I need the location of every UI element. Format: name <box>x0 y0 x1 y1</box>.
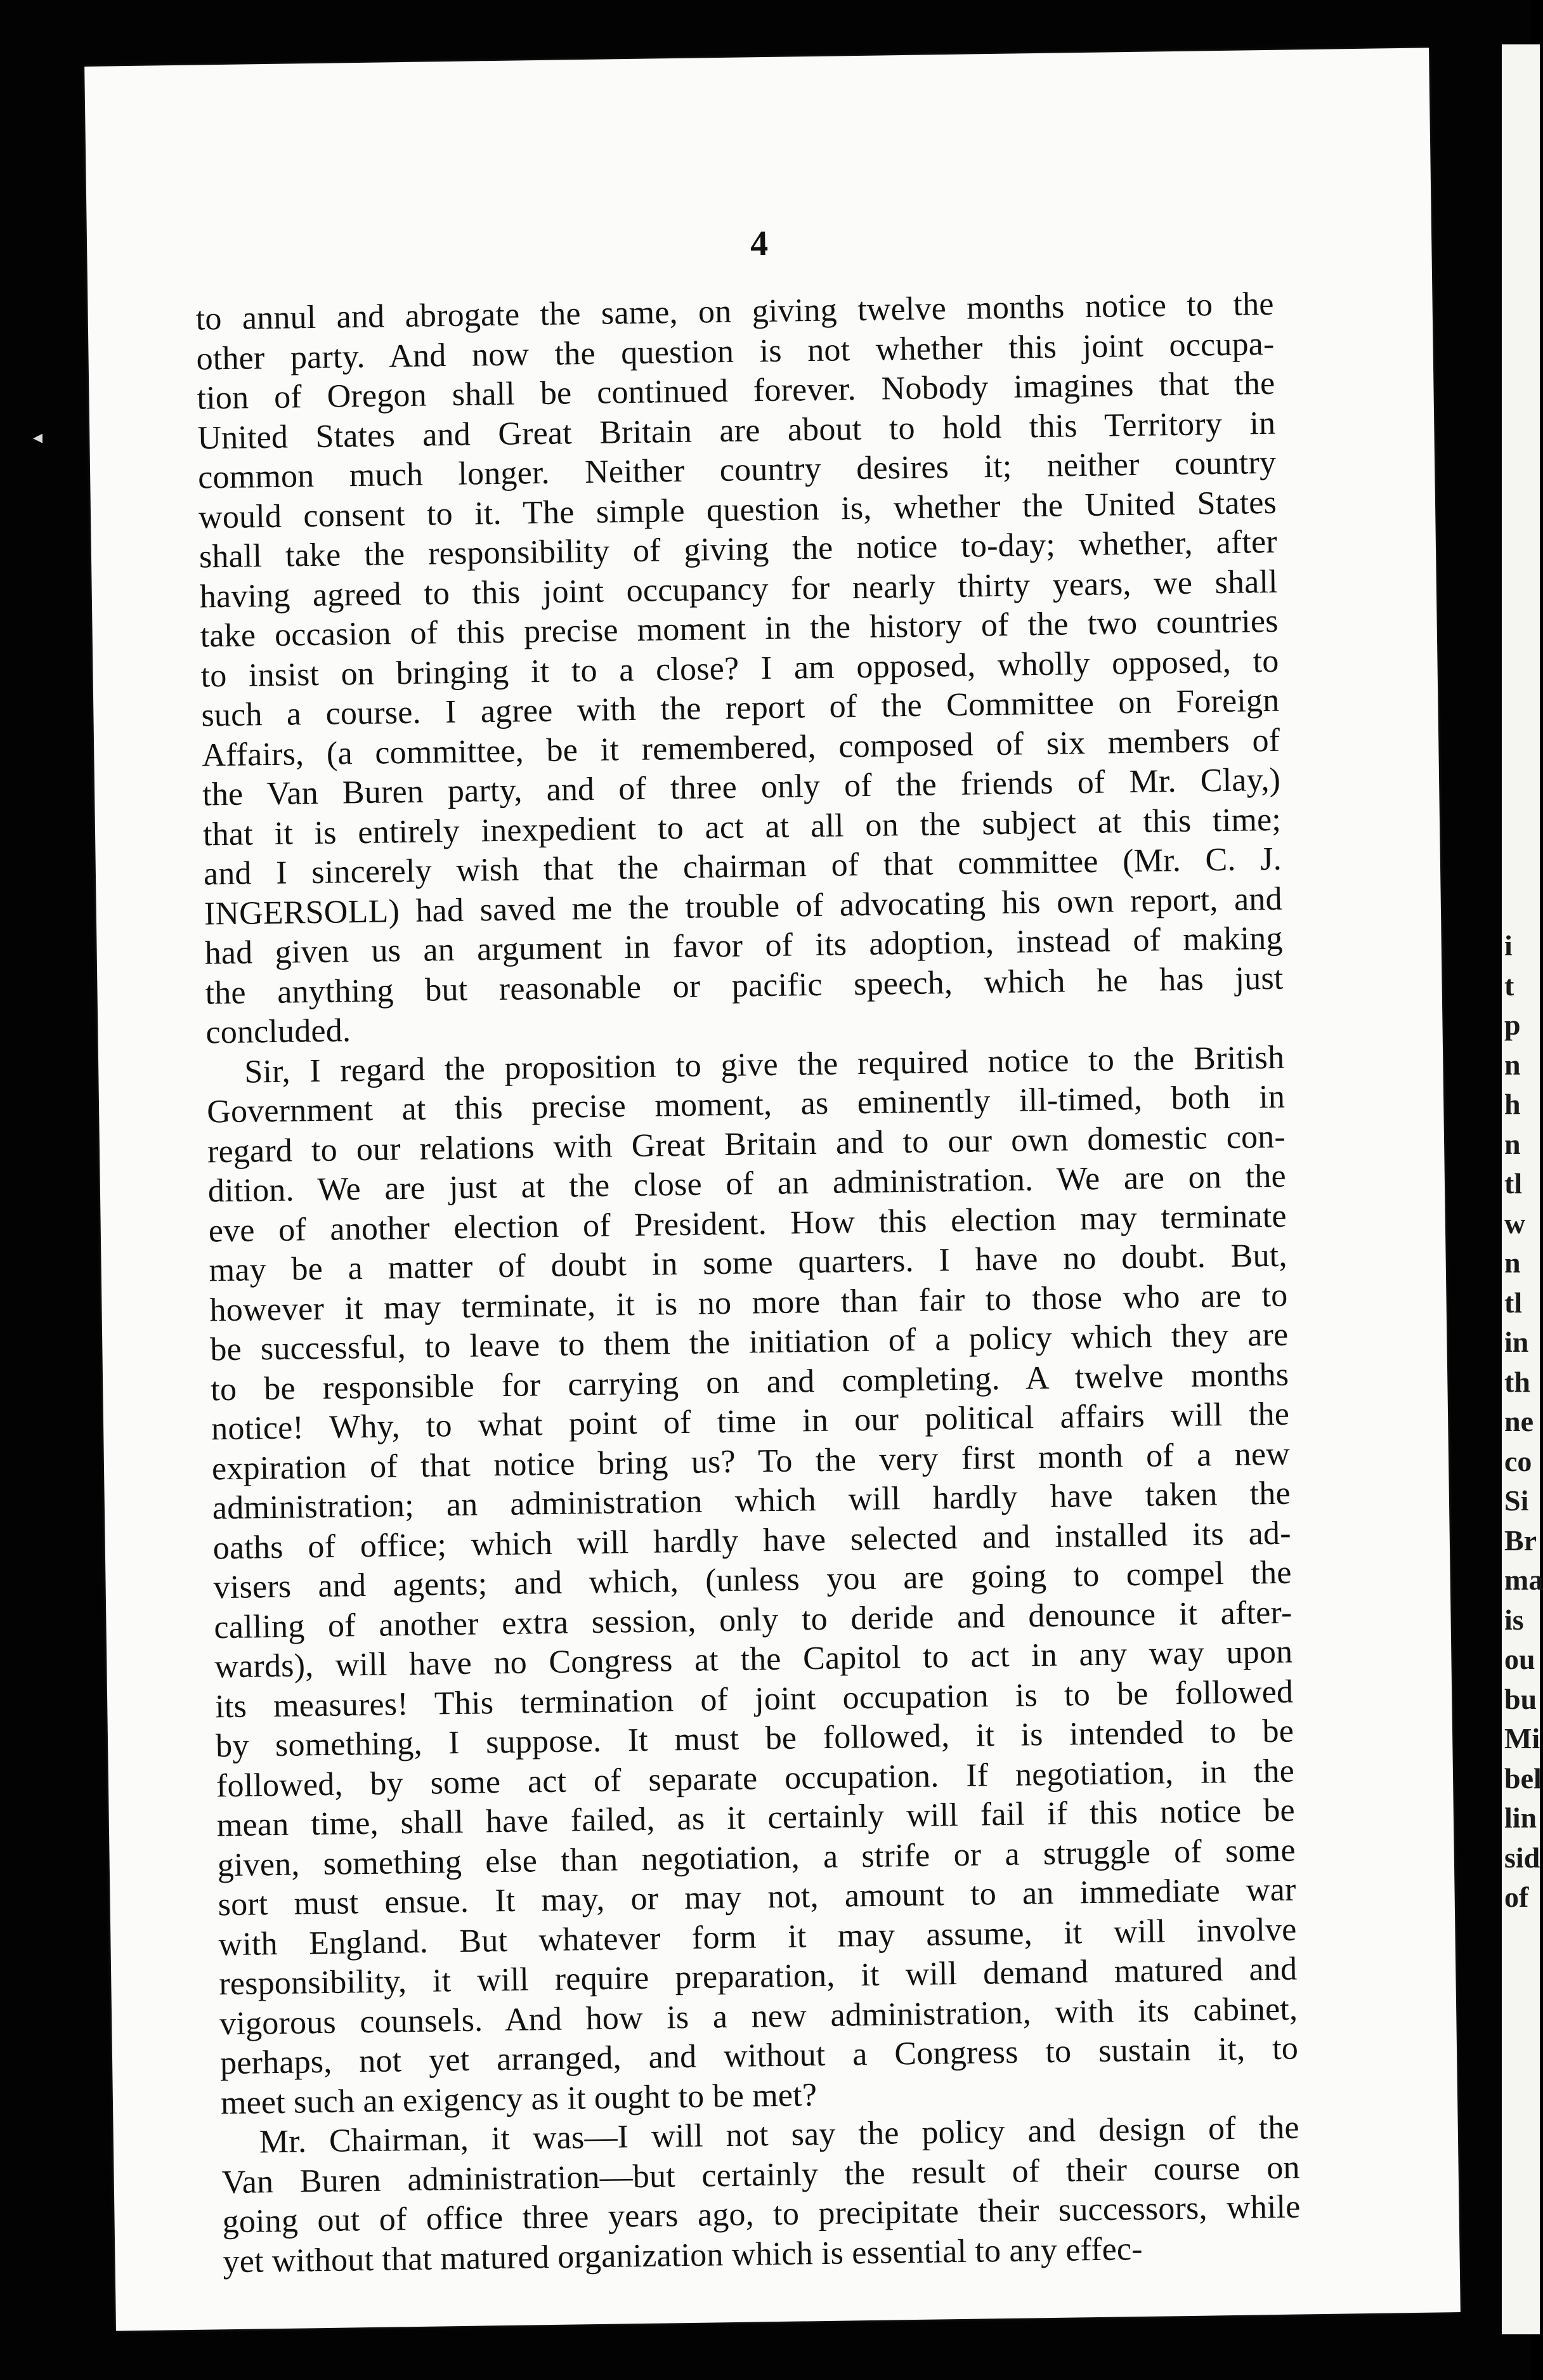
text-line: Government at this precise moment, as eminently ill-timed, both in <box>206 1078 1286 1130</box>
text-line: by something, I suppose. It must be followed, it is intended to be <box>215 1713 1294 1765</box>
text-line: common much longer. Neither country desires it; neither country <box>197 444 1277 496</box>
adjacent-fragment: th <box>1504 1365 1530 1398</box>
text-line: regard to our relations with Great Britain and to our own domestic con- <box>207 1118 1286 1170</box>
text-line: oaths of office; which will hardly have selected and installed its ad- <box>212 1515 1292 1566</box>
adjacent-fragment: tl <box>1504 1286 1523 1319</box>
adjacent-fragment: p <box>1504 1009 1521 1041</box>
adjacent-fragment: Si <box>1504 1484 1529 1517</box>
adjacent-fragment: bel <box>1504 1762 1542 1795</box>
body-text <box>195 285 1301 2282</box>
text-line: Van Buren administration—but certainly the result of their course on <box>221 2149 1301 2200</box>
text-line: tion of Oregon shall be continued forever. Nobody imagines that the <box>197 365 1275 417</box>
adjacent-fragment: lin <box>1504 1801 1537 1834</box>
text-line: yet without that matured organization which is essential to any effec- <box>223 2230 1143 2280</box>
text-line: its measures! This termination of joint occupation is to be followed <box>214 1673 1294 1725</box>
text-line: with England. But whatever form it may assume, it will involve <box>218 1911 1297 1963</box>
text-line: INGERSOLL) had saved me the trouble of advocating his own report, and <box>204 880 1283 932</box>
adjacent-fragment: sid <box>1504 1841 1540 1874</box>
text-line: United States and Great Britain are about to hold this Territory in <box>197 405 1276 457</box>
margin-mark: ◂ <box>33 427 43 448</box>
text-line: and I sincerely wish that the chairman of that committee (Mr. C. J. <box>203 840 1282 893</box>
document-page <box>84 48 1461 2331</box>
text-line: responsibility, it will require preparation, it will demand matured and <box>219 1951 1298 2003</box>
adjacent-fragment: ma <box>1504 1564 1543 1596</box>
text-line: the anything but reasonable or pacific speech, which he has just <box>205 960 1284 1011</box>
adjacent-fragment: t <box>1504 969 1514 1002</box>
adjacent-fragment: of <box>1504 1881 1529 1913</box>
text-line: mean time, shall have failed, as it certainly will fail if this notice be <box>216 1792 1296 1844</box>
text-line: notice! Why, to what point of time in our political affairs will the <box>211 1396 1290 1448</box>
adjacent-fragment: ne <box>1504 1405 1533 1437</box>
text-line: calling of another extra session, only to deride and denounce it after- <box>214 1594 1292 1645</box>
text-line: that it is entirely inexpedient to act at all on the subject at this time; <box>202 801 1282 853</box>
text-line: sort must ensue. It may, or may not, amount to an immediate war <box>218 1871 1296 1923</box>
text-line: the Van Buren party, and of three only of the friends of Mr. Clay,) <box>202 761 1281 813</box>
text-line: other party. And now the question is not whether this joint occupa- <box>196 325 1275 377</box>
text-line: to be responsible for carrying on and completing. A twelve months <box>210 1356 1289 1408</box>
adjacent-fragment: ou <box>1504 1643 1535 1675</box>
text-line: take occasion of this precise moment in the history of the two countries <box>200 603 1279 655</box>
adjacent-fragment: co <box>1504 1444 1532 1477</box>
text-line: would consent to it. The simple question is, whether the United States <box>198 484 1277 536</box>
adjacent-fragment: Br <box>1504 1524 1537 1557</box>
adjacent-fragment: tl <box>1504 1167 1523 1200</box>
text-line: Mr. Chairman, it was—I will not say the policy and design of the <box>259 2109 1300 2161</box>
text-line: followed, by some act of separate occupation. If negotiation, in the <box>216 1753 1295 1804</box>
text-line: perhaps, not yet arranged, and without a Congress to sustain it, to <box>219 2030 1299 2082</box>
text-line: vigorous counsels. And how is a new administration, with its cabinet, <box>219 1991 1298 2042</box>
text-line: Sir, I regard the proposition to give the required notice to the British <box>244 1039 1285 1090</box>
text-line: shall take the responsibility of giving the notice to-day; whether, after <box>199 523 1278 575</box>
text-line: having agreed to this joint occupancy for nearly thirty years, we shall <box>199 563 1279 615</box>
text-line: expiration of that notice bring us? To the very first month of a new <box>211 1435 1291 1487</box>
text-line: going out of office three years ago, to precipitate their successors, while <box>222 2188 1301 2240</box>
adjacent-fragment: is <box>1504 1603 1524 1636</box>
adjacent-fragment: w <box>1504 1206 1526 1239</box>
page-number: 4 <box>750 223 769 264</box>
text-line: may be a matter of doubt in some quarters. I have no doubt. But, <box>209 1237 1287 1289</box>
text-line: to insist on bringing it to a close? I am opposed, wholly opposed, to <box>200 643 1279 695</box>
adjacent-fragment: Mi <box>1504 1722 1540 1755</box>
adjacent-page-text <box>1504 926 1543 1918</box>
text-line: eve of another election of President. How this election may terminate <box>208 1198 1287 1249</box>
text-line: such a course. I agree with the report of the Committee on Foreign <box>201 682 1280 734</box>
text-line: meet such an exigency as it ought to be met? <box>220 2076 817 2121</box>
adjacent-fragment: n <box>1504 1048 1521 1081</box>
adjacent-fragment: n <box>1504 1127 1521 1160</box>
text-line: to annul and abrogate the same, on giving twelve months notice to the <box>195 285 1274 337</box>
adjacent-fragment: in <box>1504 1326 1529 1358</box>
text-line: had given us an argument in favor of its adoption, instead of making <box>204 920 1283 972</box>
adjacent-fragment: h <box>1504 1088 1521 1120</box>
text-line: however it may terminate, it is no more than fair to those who are to <box>209 1277 1288 1328</box>
text-line: wards), will have no Congress at the Capitol to act in any way upon <box>214 1633 1293 1685</box>
text-line: be successful, to leave to them the initiation of a policy which they are <box>210 1316 1289 1368</box>
text-line: Affairs, (a committee, be it remembered, composed of six members of <box>201 722 1280 773</box>
text-line: administration; an administration which will hardly have taken the <box>212 1475 1291 1527</box>
adjacent-fragment: n <box>1504 1246 1521 1279</box>
adjacent-fragment: i <box>1504 929 1513 962</box>
text-line: given, something else than negotiation, a strife or a struggle of some <box>217 1832 1296 1883</box>
adjacent-fragment: bu <box>1504 1682 1537 1715</box>
text-line: visers and agents; and which, (unless you are going to compel the <box>213 1554 1292 1606</box>
text-line: concluded. <box>205 1012 351 1051</box>
text-line: dition. We are just at the close of an administration. We are on the <box>207 1158 1287 1210</box>
